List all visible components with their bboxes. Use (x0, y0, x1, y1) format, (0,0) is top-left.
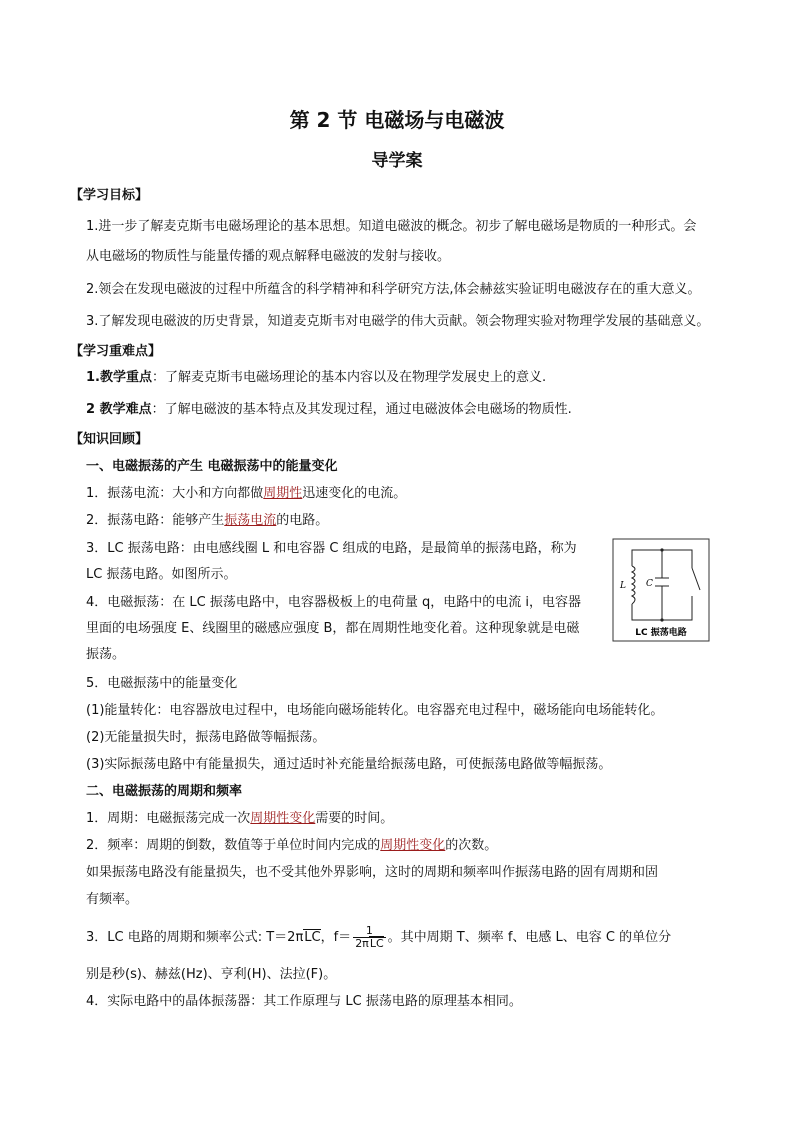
switch-icon (692, 568, 700, 590)
lc-circuit-diagram (612, 538, 710, 642)
crystal-oscillator-item: 4．实际电路中的晶体振荡器：其工作原理与 LC 振荡电路的原理基本相同。 (86, 994, 522, 1009)
review-item (86, 512, 328, 530)
sqrt-lc: LC (369, 937, 384, 950)
review-heading: 【知识回顾】 (70, 432, 149, 447)
inductor-coil (632, 566, 635, 604)
text: 。其中周期 T、频率 f、电感 L、电容 C 的单位分 (387, 930, 672, 945)
text: 需要的时间。 (315, 811, 394, 826)
text: ，f＝ (320, 930, 352, 945)
text: 2．振荡电路：能够产生 (86, 513, 225, 528)
text: 2π (355, 937, 369, 950)
figure-caption: LC 振荡电路 (635, 628, 687, 638)
fraction-denominator (353, 938, 385, 950)
sqrt-lc: LC (304, 930, 321, 945)
review-item-lc-circuit: 3．LC 振荡电路：由电感线圈 L 和电容器 C 组成的电路，是最简单的振荡电路，称为 LC 振荡电路。如图所示。 (86, 541, 577, 582)
review-item (86, 485, 406, 503)
junction-dot (660, 618, 663, 621)
review-item: 5．电磁振荡中的能量变化 (86, 676, 238, 691)
goal-item: 1.进一步了解麦克斯韦电磁场理论的基本思想。知道电磁波的概念。初步了解电磁场是物质的一种形式。会 (86, 219, 697, 234)
text: 1．振荡电流：大小和方向都做 (86, 486, 264, 501)
underlined-term: 振荡电流 (224, 513, 277, 528)
goals-heading: 【学习目标】 (70, 188, 149, 203)
text: 迅速变化的电流。 (302, 486, 407, 501)
frequency-item (86, 837, 497, 855)
figure-frame (613, 539, 709, 641)
formula-line (86, 924, 671, 952)
energy-item: (3)实际振荡电路中有能量损失，通过适时补充能量给振荡电路，可使振荡电路做等幅振荡。 (86, 757, 612, 772)
text: 的电路。 (276, 513, 329, 528)
natural-frequency-text: 有频率。 (86, 892, 139, 907)
period-item (86, 810, 393, 828)
difficulty-text: ：了解电磁波的基本特点及其发现过程，通过电磁波体会电磁场的物质性. (151, 402, 572, 417)
goal-item: 从电磁场的物质性与能量传播的观点解释电磁波的发射与接收。 (86, 249, 451, 264)
units-line: 别是秒(s)、赫兹(Hz)、亨利(H)、法拉(F)。 (86, 967, 337, 982)
difficulty-label: 2 教学难点 (86, 402, 152, 417)
energy-item: (1)能量转化：电容器放电过程中，电场能向磁场能转化。电容器充电过程中，磁场能向电场能转化。 (86, 703, 664, 718)
page-subtitle: 导学案 (371, 151, 423, 171)
label-C: C (646, 579, 653, 589)
frequency-fraction (353, 925, 385, 950)
section-heading: 一、电磁振荡的产生 电磁振荡中的能量变化 (86, 459, 338, 474)
goal-item: 3.了解发现电磁波的历史背景，知道麦克斯韦对电磁学的伟大贡献。领会物理实验对物理学发展的基础意义。 (86, 314, 710, 329)
review-item-oscillation: 4．电磁振荡：在 LC 振荡电路中，电容器极板上的电荷量 q，电路中的电流 i，电容器里面的电场强度 E、线圈里的磁感应强度 B，都在周期性地变化着。这种现象就是电磁振荡。 (86, 595, 581, 662)
circuit-wires (632, 550, 700, 620)
page-title: 第 2 节 电磁场与电磁波 (289, 108, 505, 132)
focus-text: ：了解麦克斯韦电磁场理论的基本内容以及在物理学发展史上的意义. (151, 370, 547, 385)
section-heading: 二、电磁振荡的周期和频率 (86, 784, 243, 799)
energy-item: (2)无能量损失时，振荡电路做等幅振荡。 (86, 730, 326, 745)
label-L: L (620, 581, 626, 591)
underlined-term: 周期性 (263, 486, 303, 501)
goal-item: 2.领会在发现电磁波的过程中所蕴含的科学精神和科学研究方法,体会赫兹实验证明电磁波存在的重大意义。 (86, 282, 701, 297)
text: 1．周期：电磁振荡完成一次 (86, 811, 251, 826)
underlined-term: 周期性变化 (250, 811, 316, 826)
underlined-term: 周期性变化 (380, 838, 446, 853)
text: 2．频率：周期的倒数，数值等于单位时间内完成的 (86, 838, 381, 853)
text: 3．LC 电路的周期和频率公式: T＝2π (86, 930, 304, 945)
natural-frequency-text: 如果振荡电路没有能量损失，也不受其他外界影响，这时的周期和频率叫作振荡电路的固有周期和固 (86, 865, 659, 880)
focus-label: 1.教学重点 (86, 370, 152, 385)
focus-line (86, 369, 546, 387)
keypoints-heading: 【学习重难点】 (70, 344, 162, 359)
fraction-numerator: 1 (353, 925, 385, 938)
difficulty-line (86, 401, 572, 419)
text: 的次数。 (445, 838, 498, 853)
junction-dot (660, 548, 663, 551)
